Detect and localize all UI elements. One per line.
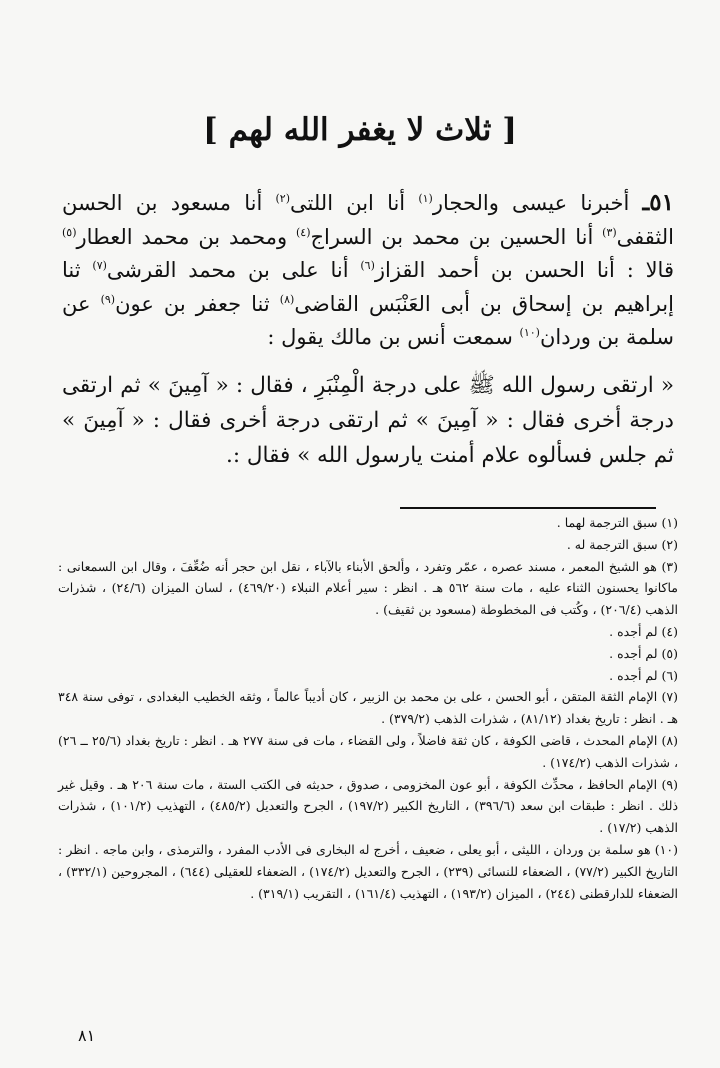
footnote-ref: (٢) [275, 192, 290, 205]
footnote: (٢) سبق الترجمة له . [566, 536, 678, 552]
footnote: (٨) الإمام المحدث ، قاضى الكوفة ، كان ثقة فاضلاً ، ولى القضاء ، مات فى سنة ٢٧٧ هـ . انظر : تاريخ بغداد (٢٥/٦ ــ ٢٦) ، شذرات الذهب (١٧٤/٢) . [58, 732, 678, 770]
footnote: (٦) لم أجده . [609, 667, 678, 683]
footnote-ref: (١٠) [519, 326, 540, 339]
isnad-text: سمعت أنس بن مالك يقول : [267, 325, 520, 349]
footnote: (٣) هو الشيخ المعمر ، مسند عصره ، عمّر وتفرد ، وألحق الأبناء بالآباء ، نقل ابن حجر أنه ضُعِّفَ ، وقال ابن السمعانى : ماكانوا يحسنون الثناء عليه ، مات سنة ٥٦٢ هـ . انظر : سير أعلام النبلاء (٤٦٩/٢٠) ، لسان الميزان (٢٤/٦) ، شذرات الذهب (٢٠٦/٤) ، وكُتب فى المخطوطة (مسعود بن ثقيف) . [58, 558, 678, 618]
isnad-text: أنا ابن اللتى [290, 191, 419, 215]
chapter-title: [ ثلاث لا يغفر الله لهم ] [203, 112, 517, 148]
isnad-text: ومحمد بن محمد العطار [76, 224, 296, 249]
footnote: (١) سبق الترجمة لهما . [556, 515, 678, 530]
hadith-number: ٥١ـ [642, 189, 674, 216]
hadith-body [62, 186, 674, 473]
isnad-text: ثنا إبراهيم بن إسحاق بن أبى العَنْبَس القاضى [62, 258, 674, 316]
isnad-text: أنا على بن محمد القرشى [106, 258, 361, 282]
footnote-ref: (٨) [279, 292, 295, 306]
isnad-text: أنا الحسين بن محمد بن السراج [310, 224, 603, 249]
footnote: (٥) لم أجده . [609, 645, 678, 661]
footnote-ref: (٣) [602, 225, 617, 239]
isnad-text: ثنا جعفر بن عون [115, 291, 280, 316]
footnote-ref: (٩) [100, 292, 116, 306]
footnote: (٧) الإمام الثقة المتقن ، أبو الحسن ، على بن محمد بن الزبير ، كان أديباً عالماً ، وثقه الخطيب البغدادى ، توفى سنة ٣٤٨ هـ . انظر : تاريخ بغداد (٨١/١٢) ، شذرات الذهب (٣٧٩/٢) . [58, 689, 678, 727]
isnad-text: أنا مسعود بن الحسن الثقفى [62, 191, 674, 249]
page-number: ٨١ [78, 1026, 96, 1045]
footnotes [58, 512, 678, 904]
footnote: (٩) الإمام الحافظ ، محدِّث الكوفة ، أبو عون المخزومى ، صدوق ، حديثه فى الكتب الستة ، مات سنة ٢٠٦ هـ . وقيل غير ذلك . انظر : طبقات ابن سعد (٣٩٦/٦) ، التاريخ الكبير (١٩٧/٢) ، الجرح والتعديل (٤٨٥/٢) ، التهذيب (١٠١/٢) ، شذرات الذهب (١٧/٢) . [58, 776, 679, 836]
footnote-ref: (٤) [295, 225, 311, 239]
footnote-ref: (٧) [92, 259, 107, 272]
isnad-paragraph [62, 186, 674, 355]
matn-paragraph: « ارتقى رسول الله ﷺ على درجة الْمِنْبَرِ ، فقال : « آمِينَ » ثم ارتقى درجة أخرى فقال : « آمِينَ » ثم ارتقى درجة أخرى فقال : « آمِينَ » ثم جلس فسألوه علام أمنت يارسول الله » فقال :. [62, 372, 674, 468]
footnote: (١٠) هو سلمة بن وردان ، الليثى ، أبو يعلى ، ضعيف ، أخرج له البخارى فى الأدب المفرد ، والترمذى ، وابن ماجه . انظر : التاريخ الكبير (٧٧/٢) ، الضعفاء للنسائى (٢٣٩) ، الجرح والتعديل (١٧٤/٢) ، الضعفاء للعقيلى (٦٤٤) ، المجروحين (٣٣٢/١) ، الضعفاء للدارقطنى (٢٤٤) ، الميزان (١٩٣/٢) ، التهذيب (١٦١/٤) ، التقريب (٣١٩/١) . [58, 841, 678, 901]
footnote-ref: (٦) [360, 259, 375, 272]
footnote-ref: (٥) [62, 225, 77, 239]
footnote-divider [400, 507, 656, 509]
isnad-text: عن سلمة بن وردان [62, 291, 674, 349]
footnote-ref: (١) [418, 192, 433, 205]
isnad-text: قالا : أنا الحسن بن أحمد القزاز [374, 258, 674, 282]
footnote: (٤) لم أجده . [609, 623, 678, 639]
isnad-text: أخبرنا عيسى والحجار [432, 191, 630, 215]
